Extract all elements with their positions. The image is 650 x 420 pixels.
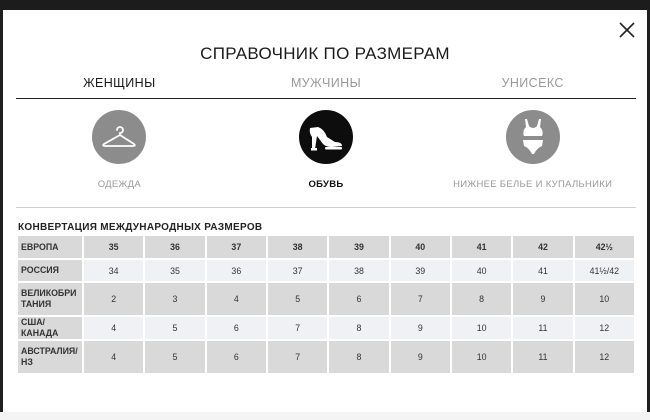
close-button[interactable]	[618, 21, 636, 39]
table-cell: 10	[452, 341, 511, 373]
hanger-icon	[100, 122, 138, 152]
table-cell: 11	[513, 317, 572, 339]
table-cell: 4	[207, 283, 266, 315]
table-row-australia-nz	[18, 341, 634, 373]
table-cell: 8	[329, 317, 388, 339]
table-cell: 42	[513, 236, 572, 258]
category-clothing[interactable]	[16, 110, 223, 207]
close-icon[interactable]	[618, 21, 636, 39]
table-cell: 36	[145, 236, 204, 258]
table-row-usa-canada	[18, 317, 634, 339]
table-cell: 11	[513, 341, 572, 373]
table-cell: 12	[575, 341, 634, 373]
table-cell: 34	[84, 260, 143, 281]
table-cell: 37	[207, 236, 266, 258]
backdrop-top	[0, 0, 650, 10]
category-clothing-circle[interactable]	[92, 110, 146, 164]
table-cell: 5	[268, 283, 327, 315]
table-cell: 5	[145, 341, 204, 373]
table-cell: 3	[145, 283, 204, 315]
table-cell: 41	[513, 260, 572, 281]
gender-tabs	[16, 72, 636, 99]
table-cell: 2	[84, 283, 143, 315]
category-clothing-label: ОДЕЖДА	[97, 179, 141, 190]
category-shoes[interactable]	[223, 110, 430, 207]
table-cell: 4	[84, 341, 143, 373]
table-row-europe	[18, 236, 634, 258]
table-cell: 6	[207, 317, 266, 339]
table-row-uk	[18, 283, 634, 315]
table-cell: 8	[329, 341, 388, 373]
category-lingerie-circle[interactable]	[506, 110, 560, 164]
table-cell: 35	[84, 236, 143, 258]
modal-title: СПРАВОЧНИК ПО РАЗМЕРАМ	[200, 44, 450, 63]
table-cell: 40	[452, 260, 511, 281]
category-selector	[16, 110, 636, 208]
table-cell: 35	[145, 260, 204, 281]
table-cell: 42½	[575, 236, 634, 258]
swimsuit-icon	[516, 117, 550, 157]
table-cell: 10	[452, 317, 511, 339]
table-cell: 8	[452, 283, 511, 315]
table-cell: 40	[391, 236, 450, 258]
table-cell: 36	[207, 260, 266, 281]
category-lingerie-label: НИЖНЕЕ БЕЛЬЕ И КУПАЛЬНИКИ	[453, 179, 613, 190]
category-shoes-circle[interactable]	[299, 110, 353, 164]
row-header: США/КАНАДА	[18, 317, 82, 339]
table-cell: 38	[268, 236, 327, 258]
table-cell: 10	[575, 283, 634, 315]
table-cell: 6	[207, 341, 266, 373]
row-header: ЕВРОПА	[18, 236, 82, 258]
table-cell: 7	[391, 283, 450, 315]
table-cell: 6	[329, 283, 388, 315]
high-heel-shoe-icon	[306, 120, 346, 154]
table-cell: 37	[268, 260, 327, 281]
category-shoes-label: ОБУВЬ	[308, 179, 344, 190]
table-cell: 12	[575, 317, 634, 339]
table-cell: 41½/42	[575, 260, 634, 281]
conversion-title: КОНВЕРТАЦИЯ МЕЖДУНАРОДНЫХ РАЗМЕРОВ	[18, 222, 263, 233]
tab-men[interactable]: МУЖЧИНЫ	[290, 76, 362, 90]
table-cell: 38	[329, 260, 388, 281]
category-lingerie[interactable]	[429, 110, 636, 207]
table-cell: 7	[268, 317, 327, 339]
table-cell: 5	[145, 317, 204, 339]
table-cell: 9	[391, 317, 450, 339]
table-cell: 7	[268, 341, 327, 373]
tab-unisex[interactable]: УНИСЕКС	[501, 76, 564, 90]
row-header: ВЕЛИКОБРИТАНИЯ	[18, 283, 82, 315]
table-cell: 41	[452, 236, 511, 258]
table-cell: 9	[391, 341, 450, 373]
table-cell: 39	[391, 260, 450, 281]
tab-women[interactable]: ЖЕНЩИНЫ	[83, 76, 156, 90]
table-cell: 9	[513, 283, 572, 315]
table-row-russia	[18, 260, 634, 281]
backdrop-bottom	[0, 412, 650, 420]
row-header: АВСТРАЛИЯ/НЗ	[18, 341, 82, 373]
table-cell: 4	[84, 317, 143, 339]
size-conversion-table	[16, 234, 636, 375]
table-cell: 39	[329, 236, 388, 258]
row-header: РОССИЯ	[18, 260, 82, 281]
